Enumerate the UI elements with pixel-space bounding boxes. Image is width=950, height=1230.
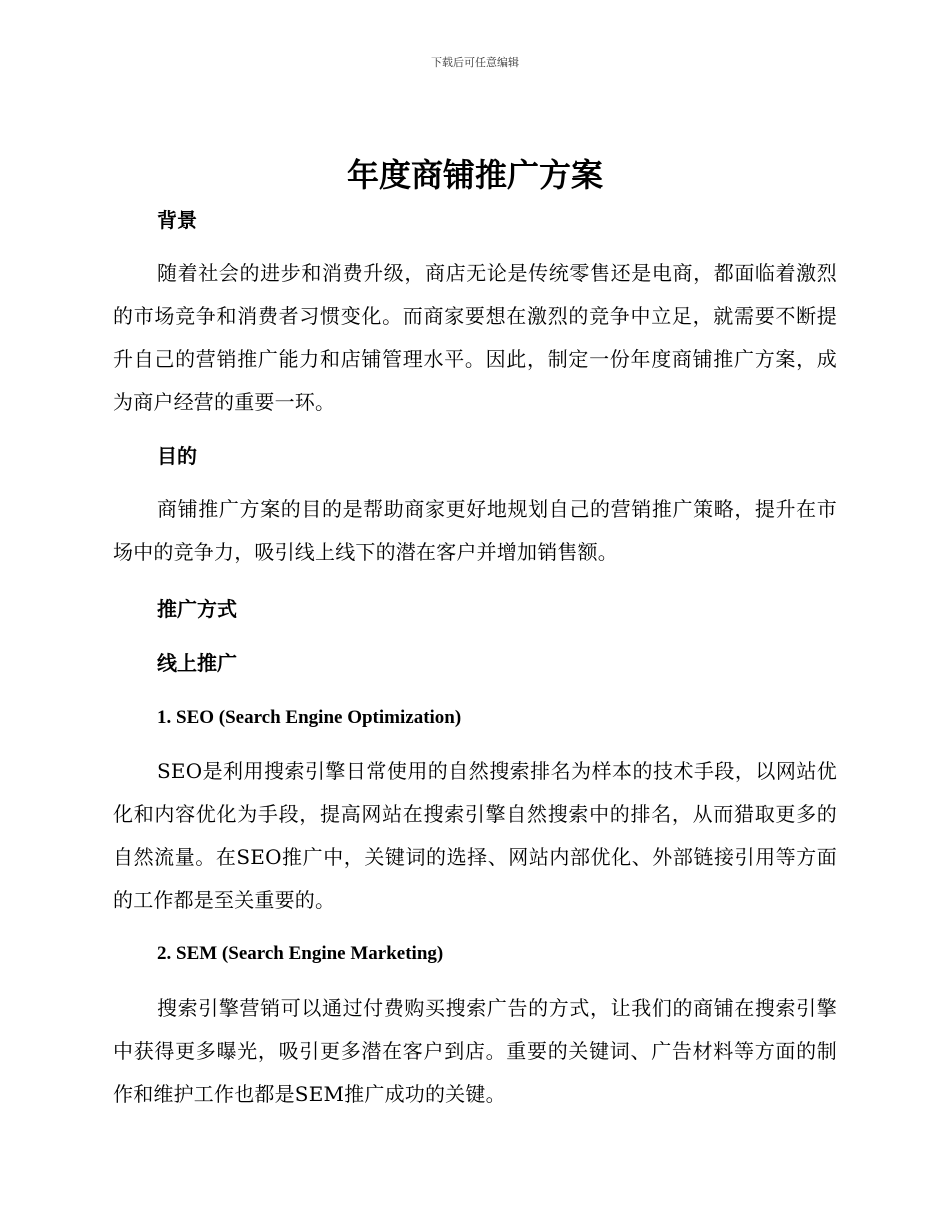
- item-heading-seo: 1. SEO (Search Engine Optimization): [157, 707, 462, 728]
- paragraph-background: 随着社会的进步和消费升级，商店无论是传统零售还是电商，都面临着激烈的市场竞争和消费者习惯变化。而商家要想在激烈的竞争中立足，就需要不断提升自己的营销推广能力和店铺管理水平。因此，制定一份年度商铺推广方案，成为商户经营的重要一环。: [113, 261, 837, 414]
- section-heading-purpose: 目的: [157, 444, 197, 468]
- section-heading-background: 背景: [157, 208, 197, 232]
- subsection-heading-online: 线上推广: [157, 651, 237, 675]
- paragraph-purpose: 商铺推广方案的目的是帮助商家更好地规划自己的营销推广策略，提升在市场中的竞争力，吸引线上线下的潜在客户并增加销售额。: [113, 497, 837, 564]
- item-heading-sem: 2. SEM (Search Engine Marketing): [157, 943, 444, 964]
- paragraph-sem: 搜索引擎营销可以通过付费购买搜索广告的方式，让我们的商铺在搜索引擎中获得更多曝光，吸引更多潜在客户到店。重要的关键词、广告材料等方面的制作和维护工作也都是SEM推广成功的关键。: [113, 996, 837, 1106]
- paragraph-seo: SEO是利用搜索引擎日常使用的自然搜索排名为样本的技术手段，以网站优化和内容优化为手段，提高网站在搜索引擎自然搜索中的排名，从而猎取更多的自然流量。在SEO推广中，关键词的选择、网站内部优化、外部链接引用等方面的工作都是至关重要的。: [113, 759, 837, 912]
- section-heading-methods: 推广方式: [157, 597, 237, 621]
- header-note: 下载后可任意编辑: [431, 56, 519, 69]
- page-title: 年度商铺推广方案: [346, 156, 603, 194]
